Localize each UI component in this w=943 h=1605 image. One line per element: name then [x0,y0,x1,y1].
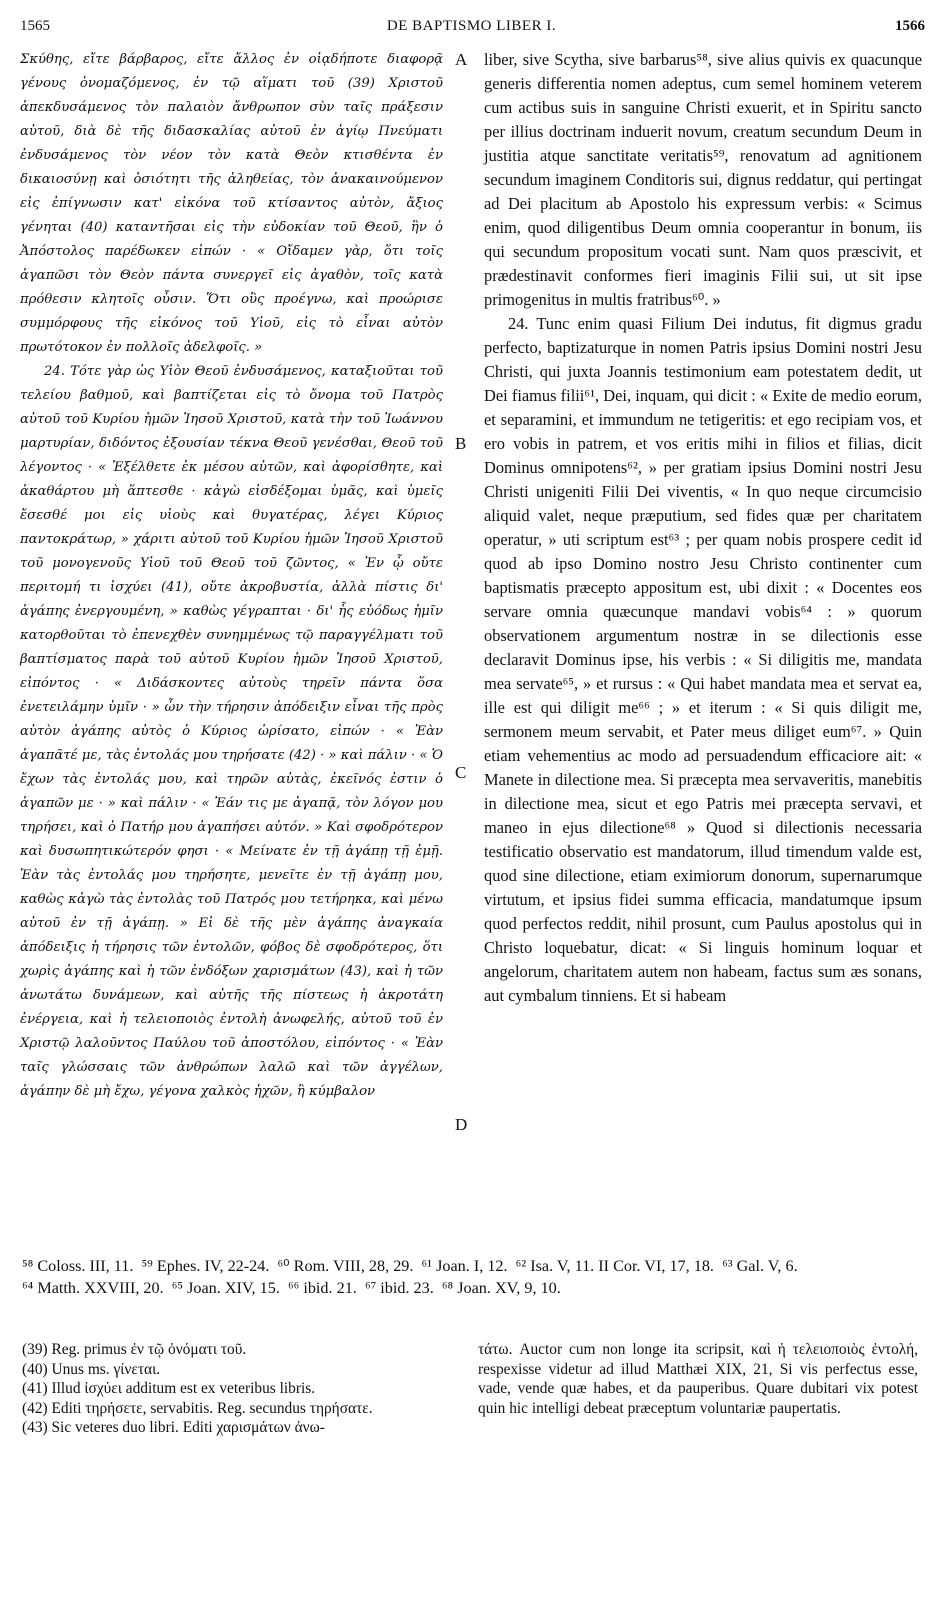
textual-note-continued: τάτω. Auctor cum non longe ita scripsit, καὶ ἡ τελειοποιὸς ἐντολή, respexisse videtur ad illud Matthæi XIX, 21, Si vis perfectus esse, vade, vende quæ habes, et da pauperibus. Quare dubitari vix potest quin hic intelligi debeat præceptum voluntariæ paupertatis. [478,1341,918,1417]
greek-paragraph-2: 24. Τότε γὰρ ὡς Υἱὸν Θεοῦ ἐνδυσάμενος, καταξιοῦται τοῦ τελείου βαθμοῦ, καὶ βαπτίζεται εἰς τὸ ὄνομα τοῦ Πατρὸς αὐτοῦ τοῦ Κυρίου ἡμῶν Ἰησοῦ Χριστοῦ, κατὰ τὴν τοῦ Ἰωάννου μαρτυρίαν, διδόντος ἐξουσίαν τέκνα Θεοῦ γενέσθαι, Θεοῦ τοῦ λέγοντος · « Ἐξέλθετε ἐκ μέσου αὐτῶν, καὶ ἀφορίσθητε, καὶ ἀκαθάρτου μὴ ἅπτεσθε · κἀγὼ εἰσδέξομαι ὑμᾶς, καὶ ὑμεῖς ἔσεσθέ μοι εἰς υἱοὺς καὶ θυγατέρας, λέγει Κύριος παντοκράτωρ, » χάριτι αὐτοῦ τοῦ Κυρίου ἡμῶν Ἰησοῦ Χριστοῦ τοῦ μονογενοῦς Υἱοῦ τοῦ Θεοῦ τοῦ ζῶντος, « Ἐν ᾧ οὔτε περιτομή τι ἰσχύει (41), οὔτε ἀκροβυστία, ἀλλὰ πίστις δι' ἀγάπης ἐνεργουμένη, » καθὼς γέγραπται · δι' ἧς εὐόδως ἡμῖν κατορθοῦται τὸ ἐπενεχθὲν συνημμένως τῷ παραγγέλματι τοῦ βαπτίσματος παρὰ τοῦ αὐτοῦ Κυρίου ἡμῶν Ἰησοῦ Χριστοῦ, εἰπόντος · « Διδάσκοντες αὐτοὺς τηρεῖν πάντα ὅσα ἐνετειλάμην ὑμῖν · » ὧν τὴν τήρησιν ἀπόδειξιν εἶναι τῆς πρὸς αὐτὸν ἀγάπης αὐτὸς ὁ Κύριος ὡρίσατο, εἰπών · « Ἐὰν ἀγαπᾶτέ με, τὰς ἐντολάς μου τηρήσατε (42) · » καὶ πάλιν · « Ὁ ἔχων τὰς ἐντολάς μου, καὶ τηρῶν αὐτὰς, ἐκεῖνός ἐστιν ὁ ἀγαπῶν με · » καὶ πάλιν · « Ἐάν τις με ἀγαπᾷ, τὸν λόγον μου τηρήσει, καὶ ὁ Πατήρ μου ἀγαπήσει αὐτόν. » Καὶ σφοδρότερον καὶ δυσωπητικώτερόν φησι · « Μείνατε ἐν τῇ ἀγάπῃ τῇ ἐμῇ. Ἐὰν τὰς ἐντολάς μου τηρήσητε, μενεῖτε ἐν τῇ ἀγάπῃ μου, καθὼς κἀγὼ τὰς ἐντολὰς τοῦ Πατρός μου τετήρηκα, καὶ μένω αὐτοῦ ἐν τῇ ἀγάπῃ. » Εἰ δὲ τῆς μὲν ἀγάπης ἀναγκαία ἀπόδειξις ἡ τήρησις τῶν ἐντολῶν, φόβος δὲ σφοδρότερος, ὅτι χωρὶς ἀγάπης καὶ ἡ τῶν ἐνδόξων χαρισμάτων (43), καὶ ἡ τῶν ἀνωτάτω δυνάμεων, καὶ αὐτῆς τῆς πίστεως ἡ ἀκροτάτη ἐνέργεια, καὶ ἡ τελειοποιὸς ἐντολὴ ἀνωφελής, αὐτοῦ τοῦ ἐν Χριστῷ λαλοῦντος Παύλου τοῦ ἀποστόλου, εἰπόντος · « Ἐὰν ταῖς γλώσσαις τῶν ἀνθρώπων λαλῶ καὶ τῶν ἀγγέλων, ἀγάπην δὲ μὴ ἔχω, γέγονα χαλκὸς ἠχῶν, ἢ κύμβαλον [20,364,443,1099]
scripture-ref: ⁶⁴ Matth. XXVIII, 20. [22,1279,164,1297]
section-marker-d: D [455,1115,468,1134]
scripture-ref: ⁵⁸ Coloss. III, 11. [22,1257,134,1275]
scripture-ref: ⁶⁶ ibid. 21. [287,1279,357,1297]
scripture-references [22,1255,922,1299]
scripture-ref: ⁶⁸ Joan. XV, 9, 10. [441,1279,561,1297]
scripture-ref: ⁶² Isa. V, 11. II Cor. VI, 17, 18. [515,1257,714,1275]
textual-note: (42) Editi τηρήσετε, servabitis. Reg. secundus τηρήσατε. [22,1399,373,1417]
textual-note: (43) Sic veteres duo libri. Editi χαρισμάτων ἀνω- [22,1419,325,1436]
section-marker-c: C [455,763,467,782]
latin-paragraph-2: 24. Tunc enim quasi Filium Dei indutus, fit digmus gradu perfecto, baptizaturque in nomen Patris ipsius Domini nostri Jesu Christi, qui juxta Joannis testimonium eam potestatem dedit, ut Dei fiamus filii⁶¹, Dei, inquam, qui dicit : « Exite de medio eorum, et separamini, et immundum ne tetigeritis: et ego recipiam vos, et ero vobis in patrem, et vos eritis mihi in filios et filias, dicit Dominus omnipotens⁶², » per gratiam ipsius Domini nostri Jesu Christi unigeniti Filii Dei viventis, « In quo neque circumcisio aliquid valet, neque præputium, sed fides quæ per charitatem operatur, » uti scriptum est⁶³ ; per quam nobis prospere cedit id quod ab ipso Domino nostro Jesu Christo continenter cum baptismatis præcepto appositum est, ubi dixit : « Docentes eos servare omnia quæcunque mandavi vobis⁶⁴ : » quorum observationem argumentum nostræ in se dilectionis esse declaravit Dominus ipse, his verbis : « Si diligitis me, mandata mea servate⁶⁵, » et rursus : « Qui habet mandata mea et servat ea, ille est qui diligit me⁶⁶ ; » et iterum : « Si quis diligit me, sermonem meum servabit, et Pater meus diliget eum⁶⁷. » Quin etiam vehementius ac modo ad persuadendum efficaciore ait: « Manete in dilectione mea. Si præcepta mea servaveritis, manebitis in dilectione mea, sicut et ego Patris mei præcepta servavi, et maneo in ejus dilectione⁶⁸ » Quod si dilectionis necessaria testificatio observatio est mandatorum, illud timendum valde est, quod sine dilectione, etiam eximiorum donorum, supernarumque virtutum, et ipsius fidei summa efficacia, mandatumque ipsum quod perfectos reddit, nihil prosunt, cum Paulus apostolus qui in Christo loquebatur, dicat: « Si linguis hominum loquar et angelorum, charitatem autem non habeam, factus sum æs sonans, aut cymbalum tinniens. Et si habeam [484,314,922,1005]
textual-note: (39) Reg. primus ἐν τῷ ὀνόματι τοῦ. [22,1341,247,1358]
left-page-number: 1565 [20,18,50,34]
scripture-ref: ⁶³ Gal. V, 6. [722,1257,798,1275]
scripture-ref: ⁶⁷ ibid. 23. [364,1279,434,1297]
greek-paragraph-1: Σκύθης, εἴτε βάρβαρος, εἴτε ἄλλος ἐν οἱᾳδήποτε διαφορᾷ γένους ὀνομαζόμενος, ἐν τῷ αἵματι τοῦ (39) Χριστοῦ ἀπεκδυσάμενος τὸν παλαιὸν ἄνθρωπον σὺν ταῖς πράξεσιν αὐτοῦ, διὰ δὲ τῆς διδασκαλίας αὐτοῦ ἐν ἁγίῳ Πνεύματι ἐνδυσάμενος τὸν νέον τὸν κατὰ Θεὸν κτισθέντα ἐν δικαιοσύνῃ καὶ ὁσιότητι τῆς ἀληθείας, τὸν ἀνακαινούμενον εἰς ἐπίγνωσιν κατ' εἰκόνα τοῦ κτίσαντος αὐτὸν, ἄξιος γένηται (40) καταντῆσαι εἰς τὴν εὐδοκίαν τοῦ Θεοῦ, ἣν ὁ Ἀπόστολος παρέδωκεν εἰπών · « Οἴδαμεν γὰρ, ὅτι τοῖς ἀγαπῶσι τὸν Θεὸν πάντα συνεργεῖ εἰς ἀγαθὸν, τοῖς κατὰ πρόθεσιν κλητοῖς οὖσιν. Ὅτι οὓς προέγνω, καὶ προώρισε συμμόρφους τῆς εἰκόνος τοῦ Υἱοῦ, εἰς τὸ εἶναι αὐτὸν πρωτότοκον ἐν πολλοῖς ἀδελφοῖς. » [20,52,443,355]
greek-column [20,48,443,1104]
scripture-ref: ⁶⁵ Joan. XIV, 15. [171,1279,280,1297]
running-title: DE BAPTISMO LIBER I. [386,18,557,34]
scripture-ref: ⁶⁰ Rom. VIII, 28, 29. [277,1257,414,1275]
textual-notes-left [22,1340,458,1438]
textual-note: (41) Illud ἰσχύει additum est ex veteribus libris. [22,1380,316,1397]
textual-note: (40) Unus ms. γίνεται. [22,1360,161,1378]
scripture-ref: ⁵⁹ Ephes. IV, 22-24. [141,1257,270,1275]
scripture-ref: ⁶¹ Joan. I, 12. [421,1257,508,1275]
latin-paragraph-1: liber, sive Scytha, sive barbarus⁵⁸, sive alius quivis ex quacunque generis differentia nomen adeptus, cum semel hominem veterem cum actibus suis in sanguine Christi exuerit, et in Spiritu sancto per illius doctrinam induerit novum, creatum secundum Deum in justitia atque sanctitate veritatis⁵⁹, renovatum ad agnitionem secundum imaginem Conditoris sui, dignus reddatur, qui pertingat ad Dei placitum ab Apostolo his expressum verbis: « Scimus enim, quod diligentibus Deum omnia cooperantur in bonum, iis qui secundum propositum vocati sunt. Nam quos præscivit, et prædestinavit conformes fieri imaginis Filii sui, ut sit ipse primogenitus in multis fratribus⁶⁰. » [484,50,922,309]
latin-column [484,48,922,1008]
section-marker-a: A [455,50,468,69]
right-page-number: 1566 [895,18,925,34]
section-marker-b: B [455,434,467,453]
